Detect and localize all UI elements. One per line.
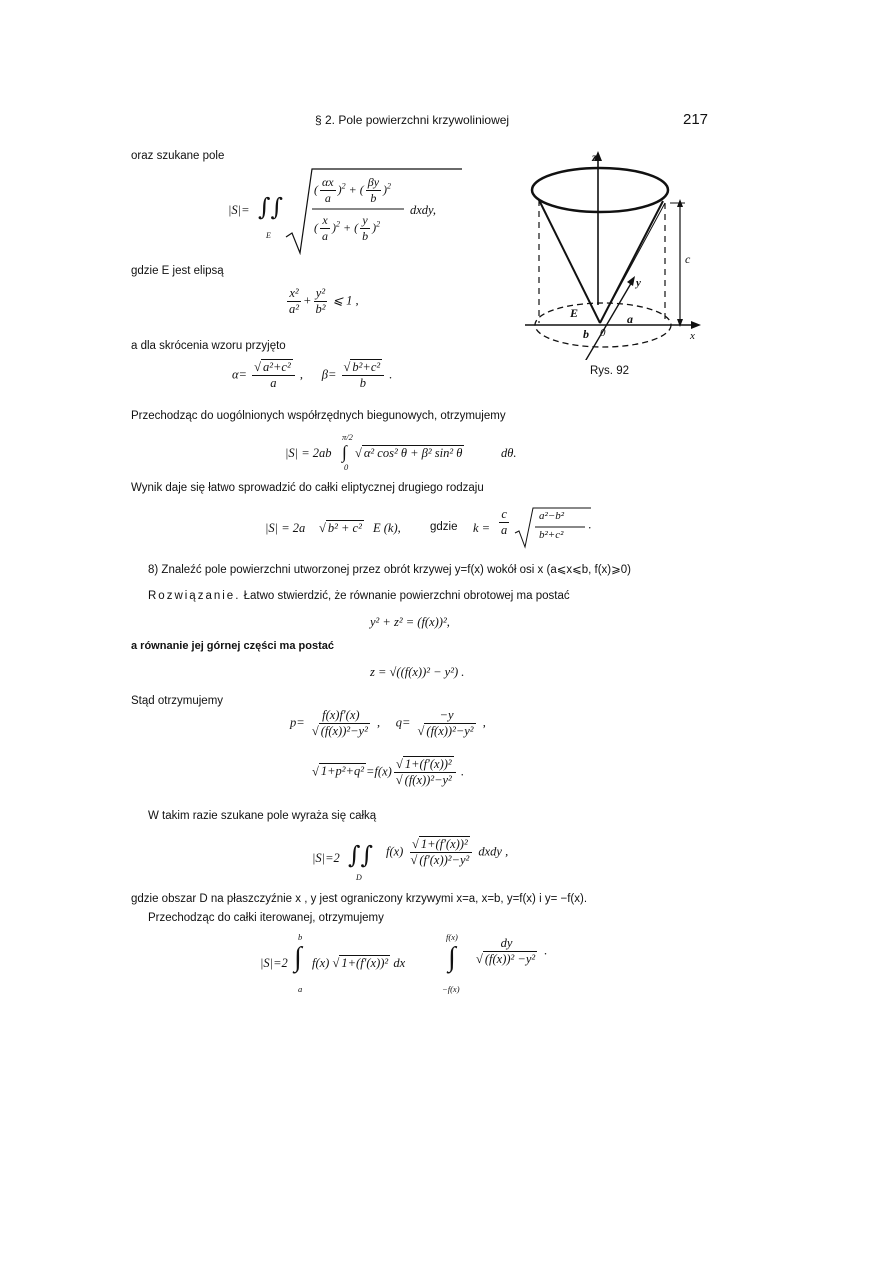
elliptic-lhs: |S| = 2a — [265, 521, 306, 535]
formula-elliptic: |S| = 2a √ b² + c² E (k), gdzie k = $\frac{c}{a}$ a²−b² b²+c² · — [265, 505, 605, 550]
inner-lower-limit: −f(x) — [442, 984, 460, 994]
formula-sqrt-1pq: √ 1+p²+q² =f(x) $\frac{\text{√ 1+(f′(x))²}}{\text{√ (f(x))²−y²}}$ . — [312, 757, 465, 787]
rozwiazanie-text: Łatwo stwierdzić, że równanie powierzchni obrotowej ma postać — [243, 590, 570, 602]
axis-z-label: z — [592, 150, 597, 164]
label-E: E — [570, 306, 579, 320]
figure-caption: Rys. 92 — [590, 365, 629, 377]
formula-area-integral: |S|= ∫∫ E ( $\frac{\alpha x}{a}$ )$^2$ + ( $\frac{\beta y}{b}$ )$^2$ ( $\frac{x}{a}$ )$^2$ + ( $\frac{y}{b}$ )$^2$ dxdy, — [228, 165, 468, 255]
paragraph-rozwiazanie — [148, 590, 570, 602]
paragraph-iterowanej: Przechodząc do całki iterowanej, otrzymujemy — [148, 912, 384, 924]
axis-y-label: y — [636, 277, 641, 289]
paragraph-wynik: Wynik daje się łatwo sprowadzić do całki eliptycznej drugiego rodzaju — [131, 482, 484, 494]
paragraph-stad: Stąd otrzymujemy — [131, 695, 224, 707]
polar-lhs: |S| = 2ab — [285, 446, 332, 460]
elliptic-radicand: b² + c² — [327, 521, 362, 535]
polar-tail: dθ. — [501, 446, 517, 460]
paragraph-problem-8: 8) Znaleźć pole powierzchni utworzonej przez obrót krzywej y=f(x) wokół osi x (a⩽x⩽b, f(x)⩾0) — [148, 564, 631, 576]
label-b: b — [583, 327, 589, 341]
elliptic-tail: E (k), — [373, 521, 401, 535]
label-c: c — [685, 252, 691, 266]
formula-p-q: p= $\frac{f(x)f'(x)}{\text{√ (f(x))²−y²}}$ , q= $\frac{-y}{\text{√ (f(x))²−y²}}$ , — [290, 708, 486, 738]
elliptic-k: k = — [473, 521, 491, 535]
ellipse-rhs: ⩽ 1 , — [332, 293, 359, 308]
paragraph-oraz: oraz szukane pole — [131, 150, 225, 162]
polar-upper-limit: π/2 — [342, 432, 353, 442]
paragraph-w-takim: W takim razie szukane pole wyraża się całką — [148, 810, 377, 822]
axis-x-label: x — [690, 330, 695, 342]
paragraph-skrocenie: a dla skrócenia wzoru przyjęto — [131, 340, 286, 352]
outer-upper-limit: b — [298, 932, 303, 942]
elliptic-gdzie: gdzie — [430, 521, 458, 533]
formula-iterated: |S|=2 b ∫ a f(x) √ 1+(f′(x))² dx f(x) ∫ −f(x) $\frac{dy}{\text{√ (f(x))² −y²}}$ . — [260, 932, 548, 994]
label-a: a — [627, 312, 633, 326]
polar-radicand: α² cos² θ + β² sin² θ — [363, 446, 463, 460]
formula-ellipse: $\frac{\text{x²}}{\text{a²}}$ + $\frac{\text{y²}}{\text{b²}}$ ⩽ 1 , — [289, 286, 359, 316]
paragraph-gdzie-obszar: gdzie obszar D na płaszczyźnie x , y jest ograniczony krzywymi x=a, x=b, y=f(x) i y= −f(x). — [131, 893, 588, 905]
formula-upper-part: z = √((f(x))² − y²) . — [370, 665, 465, 679]
paragraph-gdzie-elipsa: gdzie E jest elipsą — [131, 265, 224, 277]
inner-upper-limit: f(x) — [446, 932, 458, 942]
outer-lower-limit: a — [298, 984, 303, 994]
formula-alpha-beta: α= $\frac{\text{√ a²+c²}}{a}$ , β= $\frac{\text{√ b²+c²}}{b}$ . — [232, 360, 393, 390]
page-number: 217 — [683, 111, 709, 128]
label-O: 0 — [600, 327, 606, 339]
paragraph-gornej: a równanie jej górnej części ma postać — [131, 640, 334, 652]
formula-polar: |S| = 2ab π/2 ∫ 0 √ α² cos² θ + β² sin² θ dθ. — [285, 432, 517, 472]
running-header: § 2. Pole powierzchni krzywoliniowej — [315, 113, 510, 127]
rozwiazanie-label: Rozwiązanie. — [148, 590, 241, 602]
paragraph-przechodzac: Przechodząc do uogólnionych współrzędnych biegunowych, otrzymujemy — [131, 410, 506, 422]
formula-surface: y² + z² = (f(x))², — [370, 615, 450, 629]
polar-lower-limit: 0 — [344, 462, 349, 472]
formula-double-integral: |S|=2 ∫∫ D f(x) $\frac{\text{√ 1+(f′(x))²}}{\text{√ (f′(x))²−y²}}$ dxdy , — [312, 837, 509, 882]
